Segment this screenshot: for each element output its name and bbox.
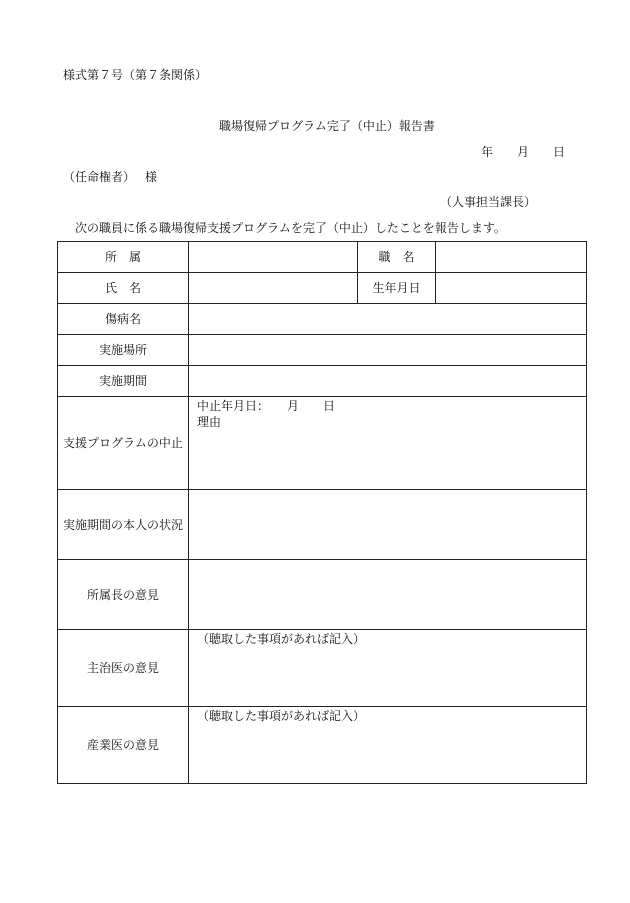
addressee-honorific: 様 — [145, 170, 158, 184]
table-row-supervisor — [58, 560, 587, 630]
label-affiliation: 所 属 — [58, 242, 189, 273]
birthdate-field — [436, 273, 587, 304]
supervisor-opinion-field — [189, 560, 587, 630]
illness-field — [189, 304, 587, 335]
label-occupational-doctor-opinion: 産業医の意見 — [58, 707, 189, 784]
table-row-attending-doctor — [58, 630, 587, 707]
table-row-period — [58, 366, 587, 397]
label-name: 氏 名 — [58, 273, 189, 304]
table-row-affiliation — [58, 242, 587, 273]
suspension-field — [189, 397, 587, 490]
report-table — [57, 241, 587, 784]
table-row-location — [58, 335, 587, 366]
occupational-doctor-note: （聴取した事項があれば記入） — [197, 709, 366, 723]
label-illness: 傷病名 — [58, 304, 189, 335]
label-period: 実施期間 — [58, 366, 189, 397]
label-birthdate: 生年月日 — [358, 273, 436, 304]
label-suspension: 支援プログラムの中止 — [58, 397, 189, 490]
name-field — [189, 273, 358, 304]
period-field — [189, 366, 587, 397]
form-number: 様式第７号（第７条関係） — [63, 68, 208, 82]
label-supervisor-opinion: 所属長の意見 — [58, 560, 189, 630]
attending-doctor-opinion-field — [189, 630, 587, 707]
table-row-illness — [58, 304, 587, 335]
table-row-name — [58, 273, 587, 304]
page-title: 職場復帰プログラム完了（中止）報告書 — [219, 119, 435, 133]
addressee-appointer: （任命権者） — [63, 170, 136, 184]
occupational-doctor-opinion-field — [189, 707, 587, 784]
intro-sentence: 次の職員に係る職場復帰支援プログラムを完了（中止）したことを報告します。 — [75, 221, 506, 235]
table-row-occupational-doctor — [58, 707, 587, 784]
label-status: 実施期間の本人の状況 — [58, 490, 189, 560]
table-row-status — [58, 490, 587, 560]
label-location: 実施場所 — [58, 335, 189, 366]
suspension-reason-text: 理由 — [197, 415, 222, 429]
label-position: 職 名 — [358, 242, 436, 273]
position-field — [436, 242, 587, 273]
date-line: 年 月 日 — [481, 145, 566, 159]
suspension-date-text: 中止年月日： 月 日 — [197, 399, 336, 413]
affiliation-field — [189, 242, 358, 273]
location-field — [189, 335, 587, 366]
attending-doctor-note: （聴取した事項があれば記入） — [197, 632, 366, 646]
sender-hr-manager: （人事担当課長） — [440, 195, 537, 209]
table-row-suspension — [58, 397, 587, 490]
status-field — [189, 490, 587, 560]
label-attending-doctor-opinion: 主治医の意見 — [58, 630, 189, 707]
